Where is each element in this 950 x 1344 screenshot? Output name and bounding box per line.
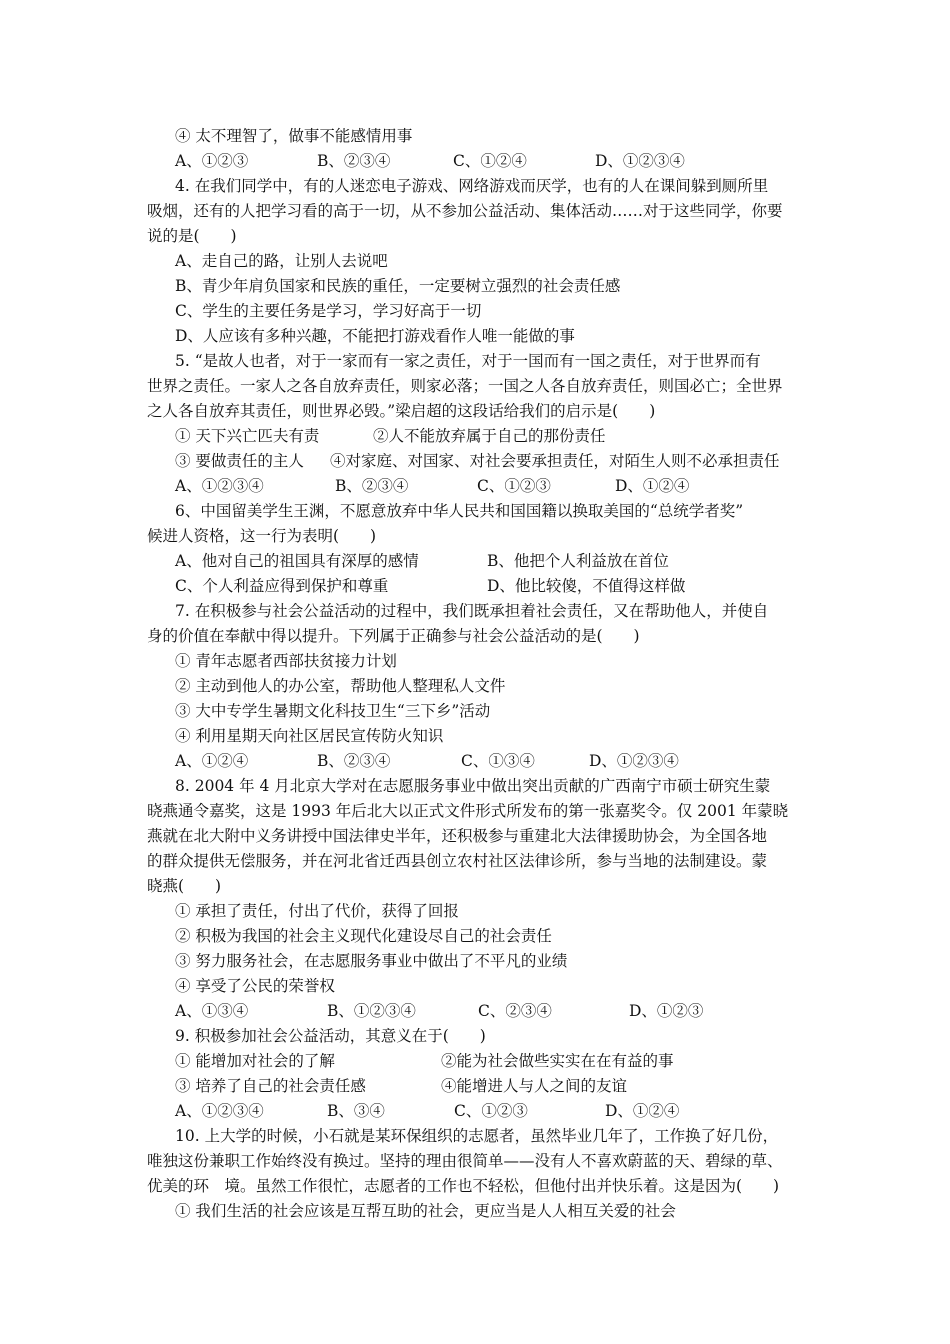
choice-b: B、他把个人利益放在首位 [487, 552, 669, 570]
option-line: ③ 努力服务社会，在志愿服务事业中做出了不平凡的业绩 [175, 952, 568, 970]
option-line: ② 积极为我国的社会主义现代化建设尽自己的社会责任 [175, 927, 552, 945]
choice-c: C、个人利益应得到保护和尊重 [175, 577, 389, 595]
choice-d: D、①②③ [629, 1002, 704, 1020]
choice-d: D、①②④ [605, 1102, 680, 1120]
option-line: ② 主动到他人的办公室，帮助他人整理私人文件 [175, 677, 506, 695]
question-4-stem: 4. 在我们同学中，有的人迷恋电子游戏、网络游戏而厌学，也有的人在课间躲到厕所里 [175, 177, 769, 195]
option-line: ④ 利用星期天向社区居民宣传防火知识 [175, 727, 444, 745]
question-8-stem: 8. 2004 年 4 月北京大学对在志愿服务事业中做出突出贡献的广西南宁市硕士研究生蒙 [175, 777, 771, 795]
option-line: ③ 大中专学生暑期文化科技卫生“三下乡”活动 [175, 702, 491, 720]
option-line: ④ 太不理智了，做事不能感情用事 [175, 127, 413, 145]
choice-d: D、①②③④ [595, 152, 685, 170]
option-line: B、青少年肩负国家和民族的重任，一定要树立强烈的社会责任感 [175, 277, 621, 295]
statement: ③ 培养了自己的社会责任感 [175, 1077, 366, 1095]
choice-b: B、①②③④ [327, 1002, 416, 1020]
question-6-stem: 6、中国留美学生王渊，不愿意放弃中华人民共和国国籍以换取美国的“总统学者奖” [175, 502, 744, 520]
question-8-stem-cont: 晓燕通令嘉奖，这是 1993 年后北大以正式文件形式所发布的第一张嘉奖令。仅 2001 年蒙晓 [147, 802, 789, 820]
choice-d: D、①②④ [615, 477, 690, 495]
choice-c: C、①②③ [454, 1102, 528, 1120]
choice-b: B、②③④ [335, 477, 409, 495]
choice-d: D、①②③④ [589, 752, 679, 770]
choice-c: C、①③④ [461, 752, 535, 770]
choice-b: B、②③④ [317, 752, 391, 770]
question-10-stem-cont: 唯独这份兼职工作始终没有换过。坚持的理由很简单——没有人不喜欢蔚蓝的天、碧绿的草、 [147, 1152, 783, 1170]
choice-b: B、②③④ [317, 152, 391, 170]
choice-a: A、①②③④ [175, 477, 264, 495]
choice-c: C、①②④ [453, 152, 527, 170]
question-5-stem-cont: 世界之责任。一家人之各自放弃责任，则家必落；一国之人各自放弃责任，则国必亡；全世界 [147, 377, 783, 395]
option-line: A、走自己的路，让别人去说吧 [175, 252, 388, 270]
statement: ① 天下兴亡匹夫有责 [175, 427, 320, 445]
option-line: C、学生的主要任务是学习，学习好高于一切 [175, 302, 482, 320]
statement: ③ 要做责任的主人 [175, 452, 304, 470]
statement: ②能为社会做些实实在在有益的事 [441, 1052, 674, 1070]
choice-a: A、①②④ [175, 752, 249, 770]
choice-a: A、他对自己的祖国具有深厚的感情 [175, 552, 419, 570]
choice-d: D、他比较傻，不值得这样做 [487, 577, 686, 595]
question-4-stem-cont: 说的是( ) [147, 227, 237, 245]
question-10-stem-cont: 优美的环 境。虽然工作很忙，志愿者的工作也不轻松，但他付出并快乐着。这是因为( ) [147, 1177, 780, 1195]
choice-b: B、③④ [327, 1102, 385, 1120]
statement: ④对家庭、对国家、对社会要承担责任，对陌生人则不必承担责任 [330, 452, 780, 470]
question-9-stem: 9. 积极参加社会公益活动，其意义在于( ) [175, 1027, 486, 1045]
question-8-stem-cont: 晓燕( ) [147, 877, 222, 895]
statement: ① 能增加对社会的了解 [175, 1052, 335, 1070]
choice-c: C、①②③ [477, 477, 551, 495]
option-line: ① 承担了责任，付出了代价，获得了回报 [175, 902, 459, 920]
choice-a: A、①②③ [175, 152, 249, 170]
question-7-stem: 7. 在积极参与社会公益活动的过程中，我们既承担着社会责任，又在帮助他人，并使自 [175, 602, 769, 620]
question-10-stem: 10. 上大学的时候，小石就是某环保组织的志愿者，虽然毕业几年了，工作换了好几份， [175, 1127, 779, 1145]
question-5-stem: 5. “是故人也者，对于一家而有一家之责任，对于一国而有一国之责任，对于世界而有 [175, 352, 761, 370]
choice-a: A、①②③④ [175, 1102, 264, 1120]
option-line: ① 青年志愿者西部扶贫接力计划 [175, 652, 397, 670]
question-8-stem-cont: 燕就在北大附中义务讲授中国法律史半年，还积极参与重建北大法律援助协会，为全国各地 [147, 827, 768, 845]
choice-a: A、①③④ [175, 1002, 249, 1020]
choice-c: C、②③④ [478, 1002, 552, 1020]
option-line: D、人应该有多种兴趣，不能把打游戏看作人唯一能做的事 [175, 327, 575, 345]
question-4-stem-cont: 吸烟，还有的人把学习看的高于一切，从不参加公益活动、集体活动……对于这些同学，你要 [147, 202, 783, 220]
question-6-stem-cont: 候进人资格，这一行为表明( ) [147, 527, 377, 545]
question-8-stem-cont: 的群众提供无偿服务，并在河北省迁西县创立农村社区法律诊所，参与当地的法制建设。蒙 [147, 852, 768, 870]
question-5-stem-cont: 之人各自放弃其责任，则世界必毁。”梁启超的这段话给我们的启示是( ) [147, 402, 656, 420]
question-7-stem-cont: 身的价值在奉献中得以提升。下列属于正确参与社会公益活动的是( ) [147, 627, 640, 645]
option-line: ④ 享受了公民的荣誉权 [175, 977, 335, 995]
statement: ④能增进人与人之间的友谊 [441, 1077, 628, 1095]
option-line: ① 我们生活的社会应该是互帮互助的社会，更应当是人人相互关爱的社会 [175, 1202, 676, 1220]
statement: ②人不能放弃属于自己的那份责任 [373, 427, 606, 445]
